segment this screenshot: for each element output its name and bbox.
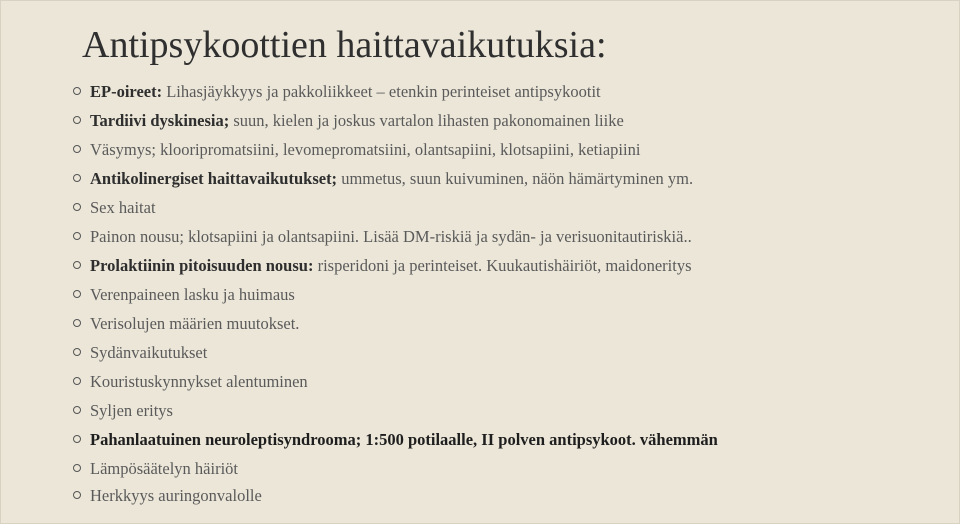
bullet-text: Verenpaineen lasku ja huimaus bbox=[90, 285, 295, 304]
bullet-circle-icon bbox=[73, 232, 81, 240]
bullet-circle-icon bbox=[73, 464, 81, 472]
bullet-text: Painon nousu; klotsapiini ja olantsapiini. Lisää DM-riskiä ja sydän- ja verisuonitautiriskiä.. bbox=[90, 227, 692, 246]
bullet-text: Verisolujen määrien muutokset. bbox=[90, 314, 300, 333]
bullet-circle-icon bbox=[73, 406, 81, 414]
bullet-text: risperidoni ja perinteiset. Kuukautishäiriöt, maidoneritys bbox=[313, 256, 692, 275]
bullet-item bbox=[73, 113, 624, 130]
bullet-text: Lihasjäykkyys ja pakkoliikkeet – etenkin perinteiset antipsykootit bbox=[162, 82, 601, 101]
bullet-text: Sydänvaikutukset bbox=[90, 343, 208, 362]
bullet-item bbox=[73, 84, 601, 101]
bullet-item bbox=[73, 142, 640, 159]
bullet-item bbox=[73, 345, 207, 362]
bullet-circle-icon bbox=[73, 435, 81, 443]
bullet-circle-icon bbox=[73, 261, 81, 269]
bullet-text: Herkkyys auringonvalolle bbox=[90, 486, 262, 505]
bullet-text: ummetus, suun kuivuminen, näön hämärtyminen ym. bbox=[337, 169, 694, 188]
bullet-circle-icon bbox=[73, 319, 81, 327]
bullet-item bbox=[73, 488, 262, 505]
bullet-text: Syljen eritys bbox=[90, 401, 173, 420]
bullet-text: Väsymys; klooripromatsiini, levomepromatsiini, olantsapiini, klotsapiini, ketiapiini bbox=[90, 140, 641, 159]
bullet-bold-text: EP-oireet: bbox=[90, 82, 163, 101]
bullet-item bbox=[73, 432, 718, 449]
bullet-circle-icon bbox=[73, 290, 81, 298]
bullet-circle-icon bbox=[73, 145, 81, 153]
bullet-text: Kouristuskynnykset alentuminen bbox=[90, 372, 308, 391]
bullet-item bbox=[73, 287, 295, 304]
bullet-item bbox=[73, 200, 156, 217]
bullet-item bbox=[73, 461, 238, 478]
bullet-bold-text: Pahanlaatuinen neuroleptisyndrooma; 1:500 potilaalle, II polven antipsykoot. vähemmän bbox=[90, 430, 718, 449]
bullet-circle-icon bbox=[73, 203, 81, 211]
bullet-item bbox=[73, 229, 692, 246]
bullet-bold-text: Antikolinergiset haittavaikutukset; bbox=[90, 169, 338, 188]
slide-title: Antipsykoottien haittavaikutuksia: bbox=[82, 24, 607, 66]
bullet-circle-icon bbox=[73, 116, 81, 124]
bullet-item bbox=[73, 171, 693, 188]
bullet-bold-text: Prolaktiinin pitoisuuden nousu: bbox=[90, 256, 314, 275]
bullet-circle-icon bbox=[73, 174, 81, 182]
bullet-circle-icon bbox=[73, 348, 81, 356]
bullet-bold-text: Tardiivi dyskinesia; bbox=[90, 111, 230, 130]
bullet-item bbox=[73, 316, 299, 333]
bullet-item bbox=[73, 374, 308, 391]
bullet-item bbox=[73, 258, 692, 275]
bullet-circle-icon bbox=[73, 491, 81, 499]
bullet-circle-icon bbox=[73, 377, 81, 385]
bullet-text: Lämpösäätelyn häiriöt bbox=[90, 459, 238, 478]
bullet-text: suun, kielen ja joskus vartalon lihasten pakonomainen liike bbox=[229, 111, 624, 130]
bullet-item bbox=[73, 403, 173, 420]
bullet-text: Sex haitat bbox=[90, 198, 156, 217]
bullet-circle-icon bbox=[73, 87, 81, 95]
